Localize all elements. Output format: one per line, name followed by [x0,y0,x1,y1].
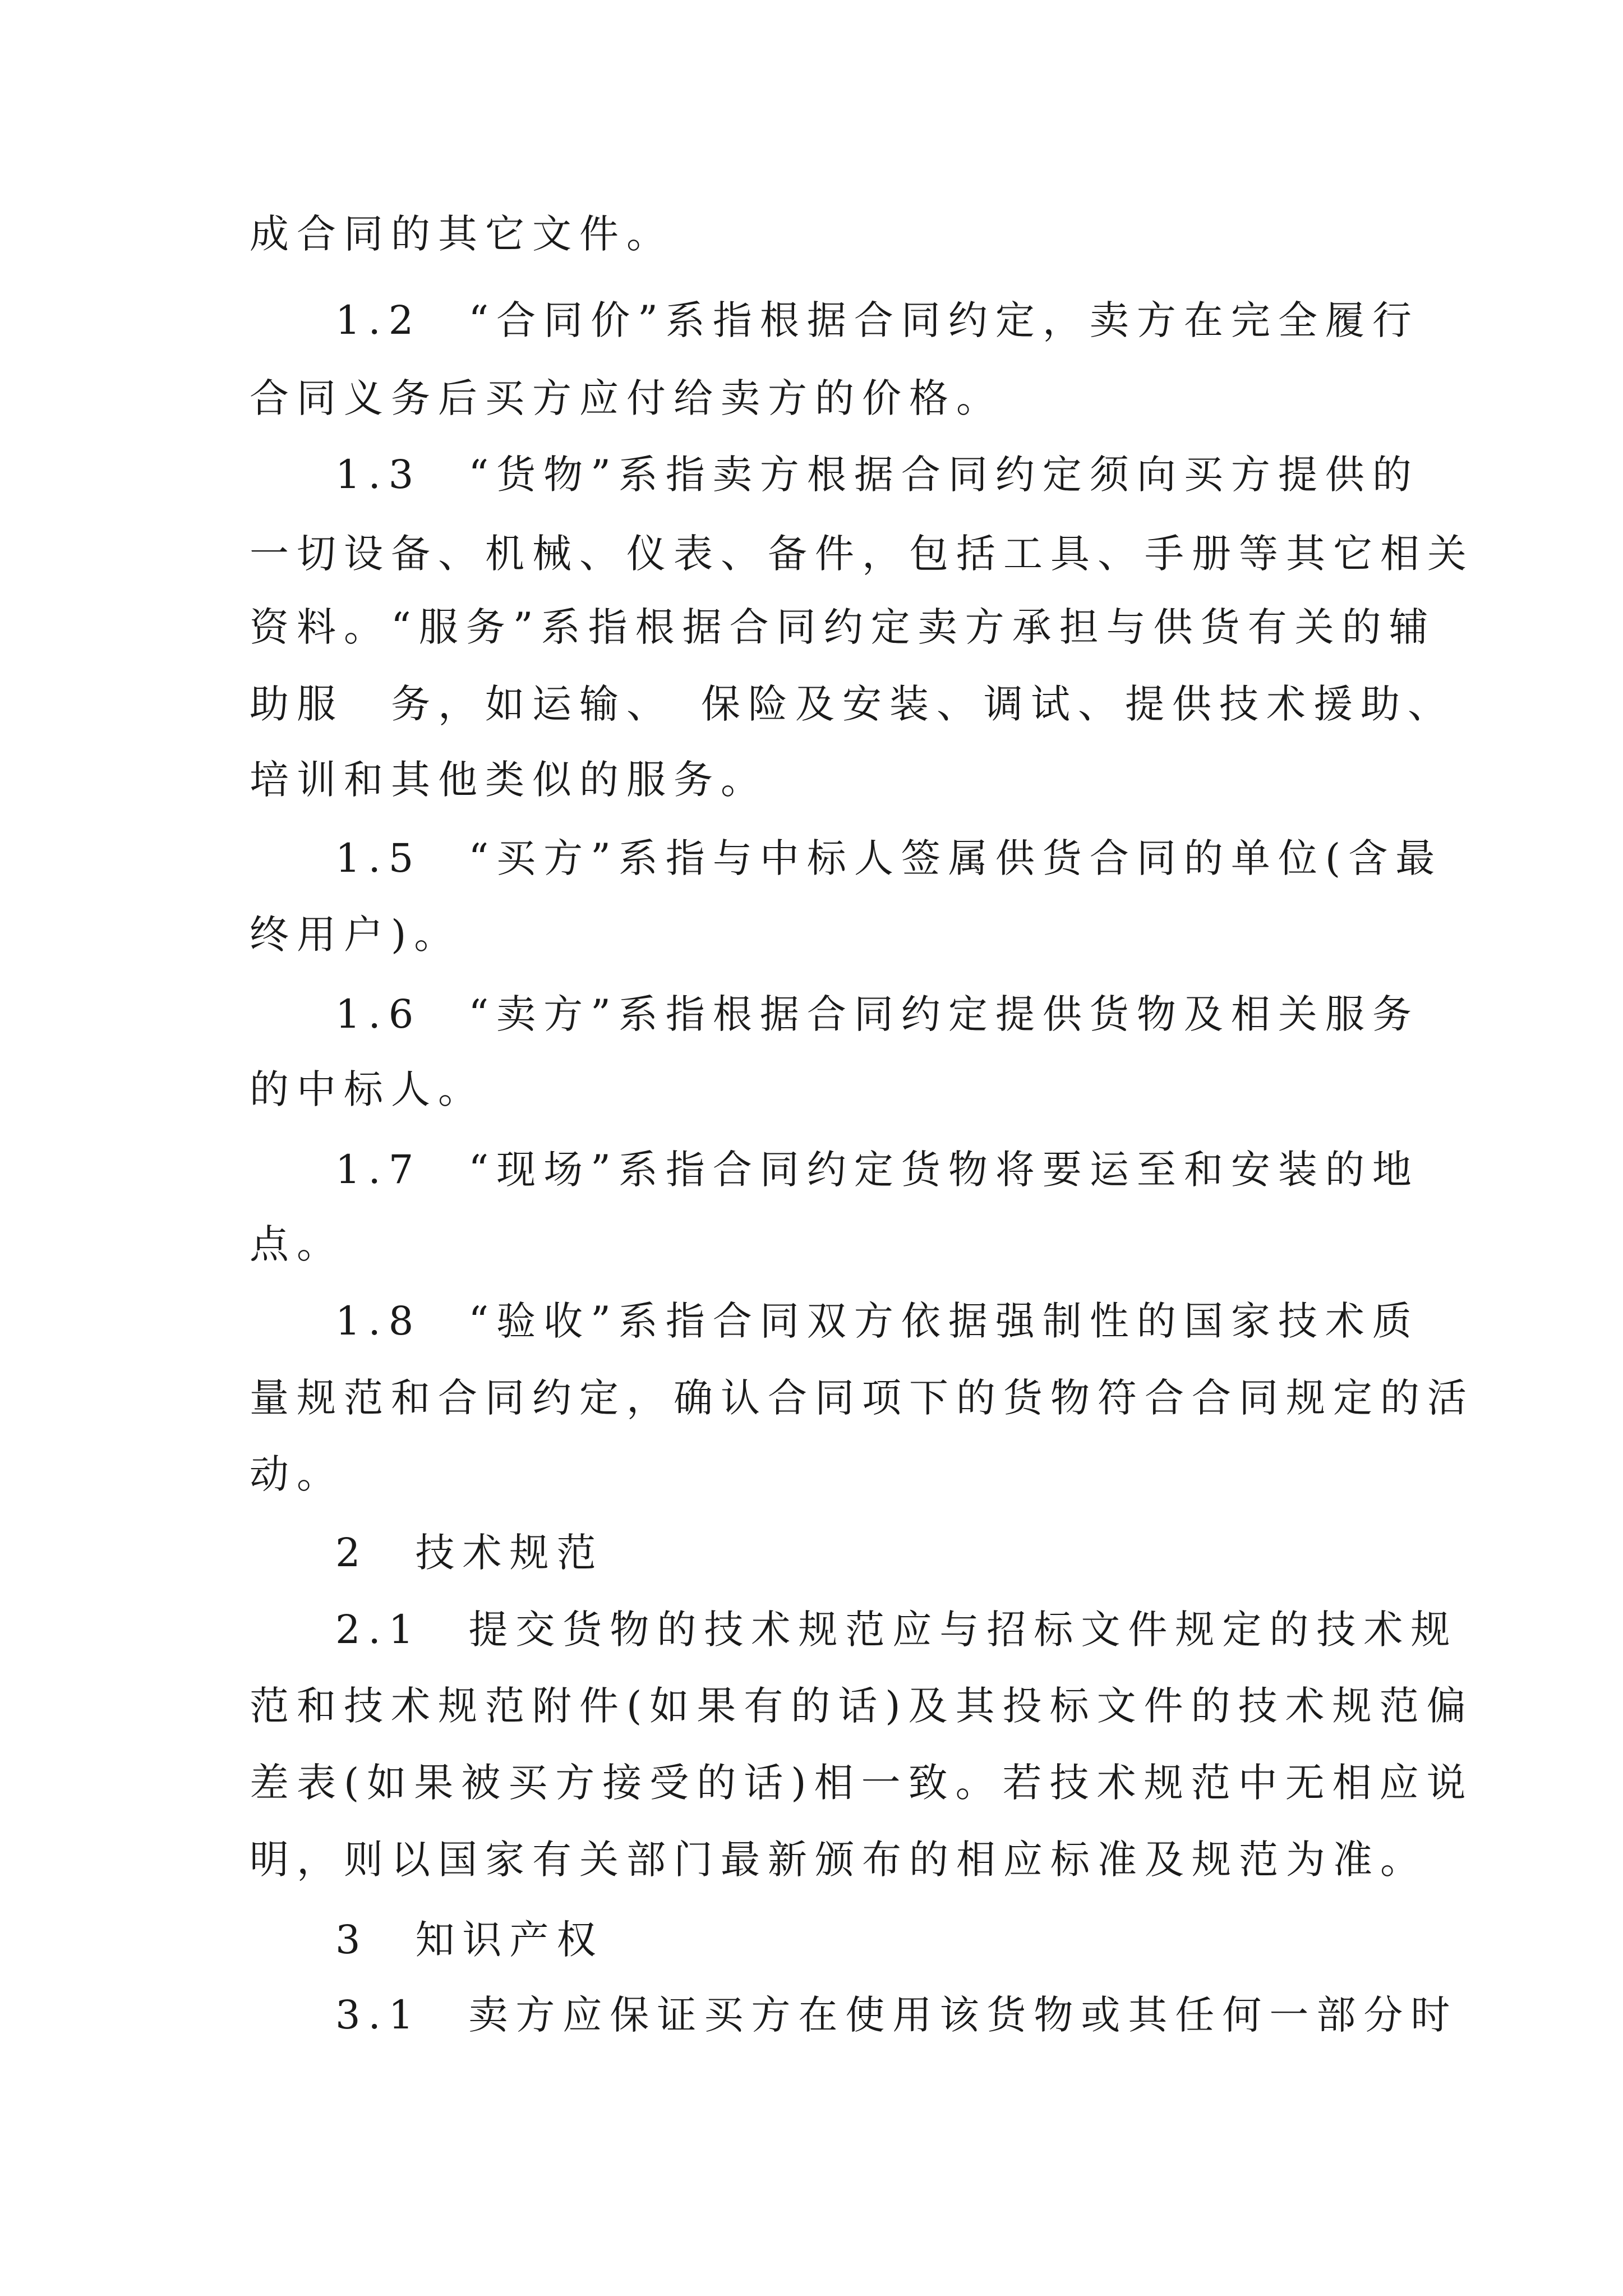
text-line: 的中标人。 [250,1066,485,1112]
text-line: 一切设备、机械、仪表、备件，包括工具、手册等其它相关 [250,531,1474,577]
clause-1-8-line: 1.8 “验收”系指合同双方依据强制性的国家技术质 [335,1298,1419,1344]
clause-1-3-line: 1.3 “货物”系指卖方根据合同约定须向买方提供的 [335,452,1419,498]
text-line: 终用户)。 [250,912,462,958]
clause-1-6-line: 1.6 “卖方”系指根据合同约定提供货物及相关服务 [335,991,1419,1037]
text-line: 明，则以国家有关部门最新颁布的相应标准及规范为准。 [250,1837,1427,1883]
clause-1-5-line: 1.5 “买方”系指与中标人签属供货合同的单位(含最 [335,835,1443,881]
clause-3-1-line: 3.1 卖方应保证买方在使用该货物或其任何一部分时 [335,1992,1458,2038]
text-line: 成合同的其它文件。 [250,211,674,257]
text-line: 差表(如果被买方接受的话)相一致。若技术规范中无相应说 [250,1760,1474,1806]
section-2-heading: 2 技术规范 [335,1530,604,1576]
text-line: 合同义务后买方应付给卖方的价格。 [250,375,1003,421]
clause-2-1-line: 2.1 提交货物的技术规范应与招标文件规定的技术规 [335,1607,1458,1653]
section-3-heading: 3 知识产权 [335,1917,604,1963]
text-line: 培训和其他类似的服务。 [250,757,768,803]
text-line: 范和技术规范附件(如果有的话)及其投标文件的技术规范偏 [250,1683,1474,1729]
text-line: 资料。“服务”系指根据合同约定卖方承担与供货有关的辅 [250,604,1436,650]
text-line: 动。 [250,1451,344,1497]
clause-1-2-line: 1.2 “合同价”系指根据合同约定，卖方在完全履行 [335,297,1419,343]
clause-1-7-line: 1.7 “现场”系指合同约定货物将要运至和安装的地 [335,1147,1419,1193]
text-line: 量规范和合同约定，确认合同项下的货物符合合同规定的活 [250,1375,1474,1421]
text-line: 助服 务，如运输、 保险及安装、调试、提供技术援助、 [250,681,1455,727]
text-line: 点。 [250,1221,344,1267]
